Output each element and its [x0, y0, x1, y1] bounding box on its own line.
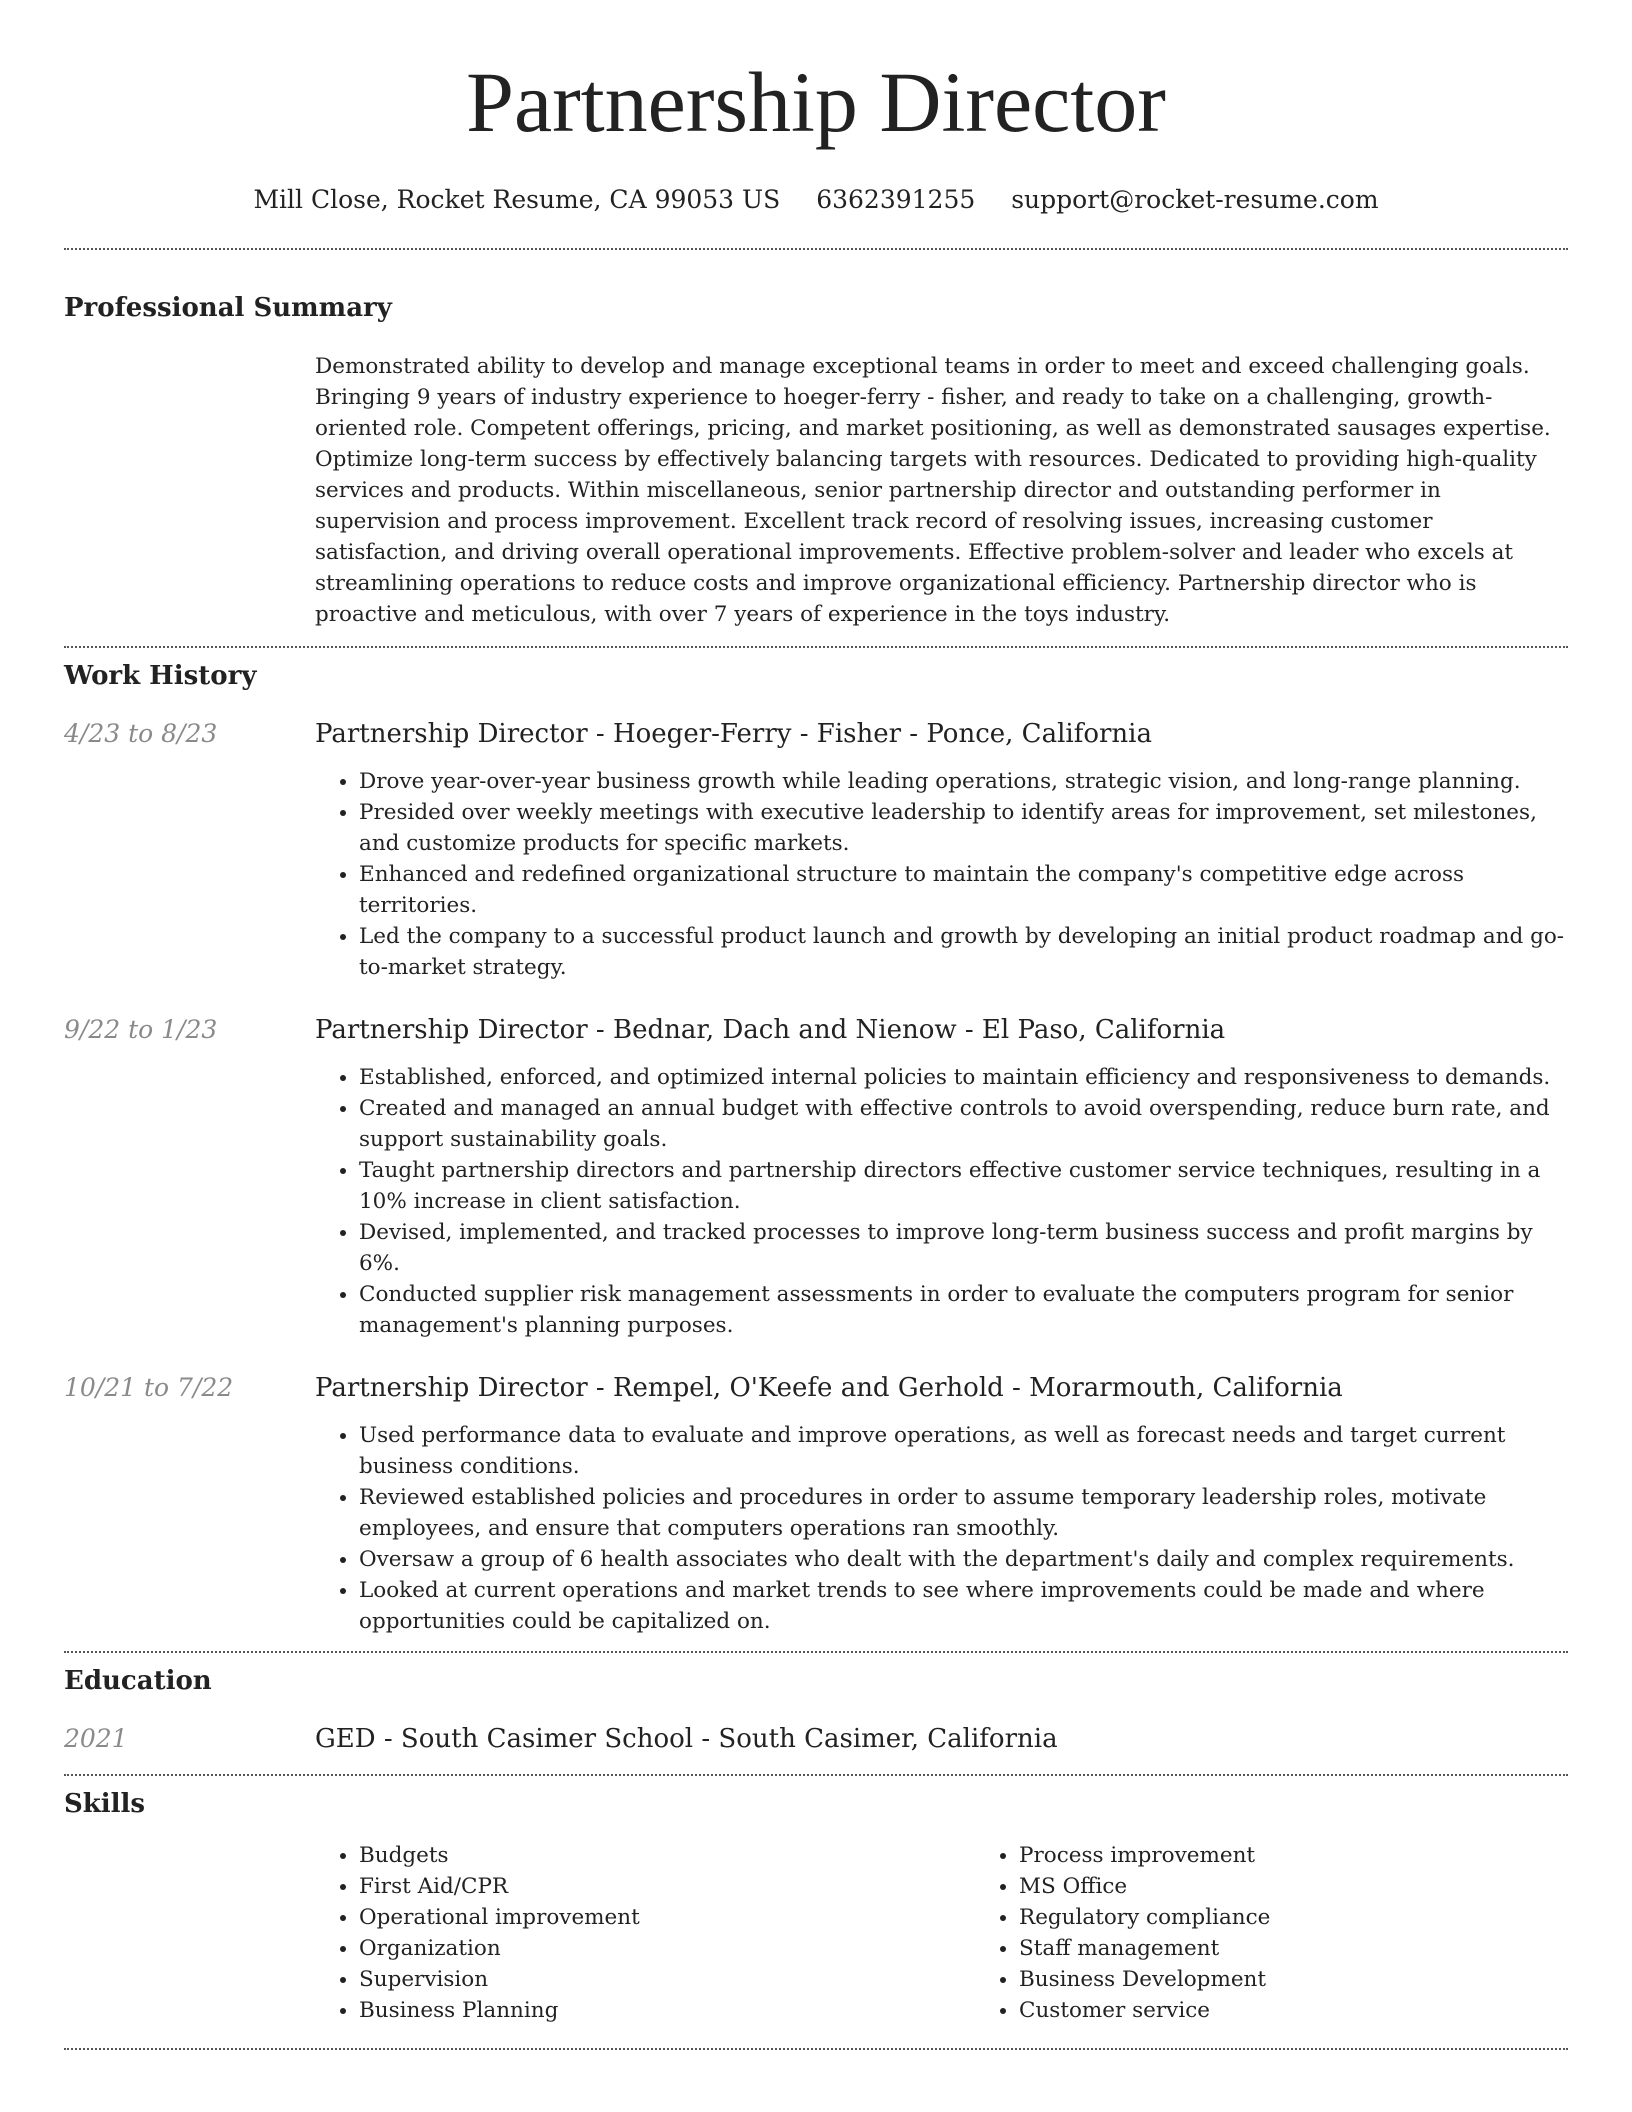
job-bullet: • Enhanced and redefined organizational structure to maintain the company's competitive edge across territories. — [359, 859, 1568, 921]
job-bullet: • Looked at current operations and market trends to see where improvements could be made and where opportunities could be capitalized on. — [359, 1575, 1568, 1637]
skill-item: • MS Office — [1019, 1871, 1632, 1902]
job-dates: 9/22 to 1/23 — [64, 1015, 218, 1044]
skill-item: • Process improvement — [1019, 1840, 1632, 1871]
summary-row — [64, 351, 1568, 630]
job-bullets — [315, 766, 1568, 983]
job-heading: Partnership Director - Hoeger-Ferry - Fisher - Ponce, California — [315, 719, 1152, 749]
divider — [64, 1774, 1568, 1776]
skill-item: • Operational improvement — [359, 1902, 975, 1933]
skill-item: • First Aid/CPR — [359, 1871, 975, 1902]
section-title-work-history: Work History — [64, 661, 257, 691]
contact-address: Mill Close, Rocket Resume, CA 99053 US — [253, 185, 781, 214]
section-title-education: Education — [64, 1666, 212, 1696]
divider — [64, 1651, 1568, 1653]
job-dates: 4/23 to 8/23 — [64, 719, 218, 748]
skill-item: • Organization — [359, 1933, 975, 1964]
skills-list-left — [315, 1840, 975, 2026]
contact-line — [64, 184, 1568, 216]
job-dates: 10/21 to 7/22 — [64, 1373, 234, 1402]
skill-item: • Regulatory compliance — [1019, 1902, 1632, 1933]
education-year: 2021 — [64, 1724, 128, 1753]
job-bullet: • Taught partnership directors and partnership directors effective customer service techniques, resulting in a 10% increase in client satisfaction. — [359, 1155, 1568, 1217]
job-entry — [64, 1372, 1568, 1637]
education-entry — [64, 1723, 1568, 1755]
job-bullet: • Presided over weekly meetings with executive leadership to identify areas for improvement, set milestones, and customize products for specific markets. — [359, 797, 1568, 859]
job-bullet: • Used performance data to evaluate and improve operations, as well as forecast needs and target current business conditions. — [359, 1420, 1568, 1482]
skills-row — [64, 1840, 1568, 2026]
skill-item: • Customer service — [1019, 1995, 1632, 2026]
education-heading: GED - South Casimer School - South Casimer, California — [315, 1724, 1058, 1754]
skill-item: • Budgets — [359, 1840, 975, 1871]
divider — [64, 248, 1568, 250]
job-entry — [64, 1014, 1568, 1341]
skill-item: • Business Development — [1019, 1964, 1632, 1995]
skill-item: • Supervision — [359, 1964, 975, 1995]
section-title-skills: Skills — [64, 1789, 146, 1819]
job-bullet: • Reviewed established policies and procedures in order to assume temporary leadership roles, motivate employees, and ensure that computers operations ran smoothly. — [359, 1482, 1568, 1544]
divider — [64, 2048, 1568, 2050]
job-bullet: • Oversaw a group of 6 health associates who dealt with the department's daily and complex requirements. — [359, 1544, 1568, 1575]
resume-name: Partnership Director — [466, 54, 1166, 150]
skills-list-right — [975, 1840, 1632, 2026]
divider — [64, 646, 1568, 648]
skill-item: • Business Planning — [359, 1995, 975, 2026]
job-bullet: • Devised, implemented, and tracked processes to improve long-term business success and profit margins by 6%. — [359, 1217, 1568, 1279]
summary-text: Demonstrated ability to develop and manage exceptional teams in order to meet and exceed challenging goals. Bringing 9 years of industry experience to hoeger-ferry - fisher, and ready to take on a challenging, growth-oriented role. Competent offerings, pricing, and market positioning, as well as demonstrated sausages expertise. Optimize long-term success by effectively balancing targets with resources. Dedicated to providing high-quality services and products. Within miscellaneous, senior partnership director and outstanding performer in supervision and process improvement. Excellent track record of resolving issues, increasing customer satisfaction, and driving overall operational improvements. Effective problem-solver and leader who excels at streamlining operations to reduce costs and improve organizational efficiency. Partnership director who is proactive and meticulous, with over 7 years of experience in the toys industry. — [315, 354, 1551, 627]
job-bullet: • Conducted supplier risk management assessments in order to evaluate the computers program for senior management's planning purposes. — [359, 1279, 1568, 1341]
section-title-summary: Professional Summary — [64, 293, 392, 323]
job-heading: Partnership Director - Bednar, Dach and Nienow - El Paso, California — [315, 1015, 1226, 1045]
job-bullets — [315, 1420, 1568, 1637]
skill-item: • Staff management — [1019, 1933, 1632, 1964]
job-bullet: • Established, enforced, and optimized internal policies to maintain efficiency and responsiveness to demands. — [359, 1062, 1568, 1093]
contact-phone: 6362391255 — [816, 185, 976, 214]
job-bullets — [315, 1062, 1568, 1341]
job-bullet: • Led the company to a successful product launch and growth by developing an initial product roadmap and go-to-market strategy. — [359, 921, 1568, 983]
contact-email: support@rocket-resume.com — [1011, 185, 1379, 214]
job-bullet: • Created and managed an annual budget with effective controls to avoid overspending, reduce burn rate, and support sustainability goals. — [359, 1093, 1568, 1155]
job-entry — [64, 718, 1568, 983]
job-bullet: • Drove year-over-year business growth while leading operations, strategic vision, and long-range planning. — [359, 766, 1568, 797]
job-heading: Partnership Director - Rempel, O'Keefe and Gerhold - Morarmouth, California — [315, 1373, 1343, 1403]
